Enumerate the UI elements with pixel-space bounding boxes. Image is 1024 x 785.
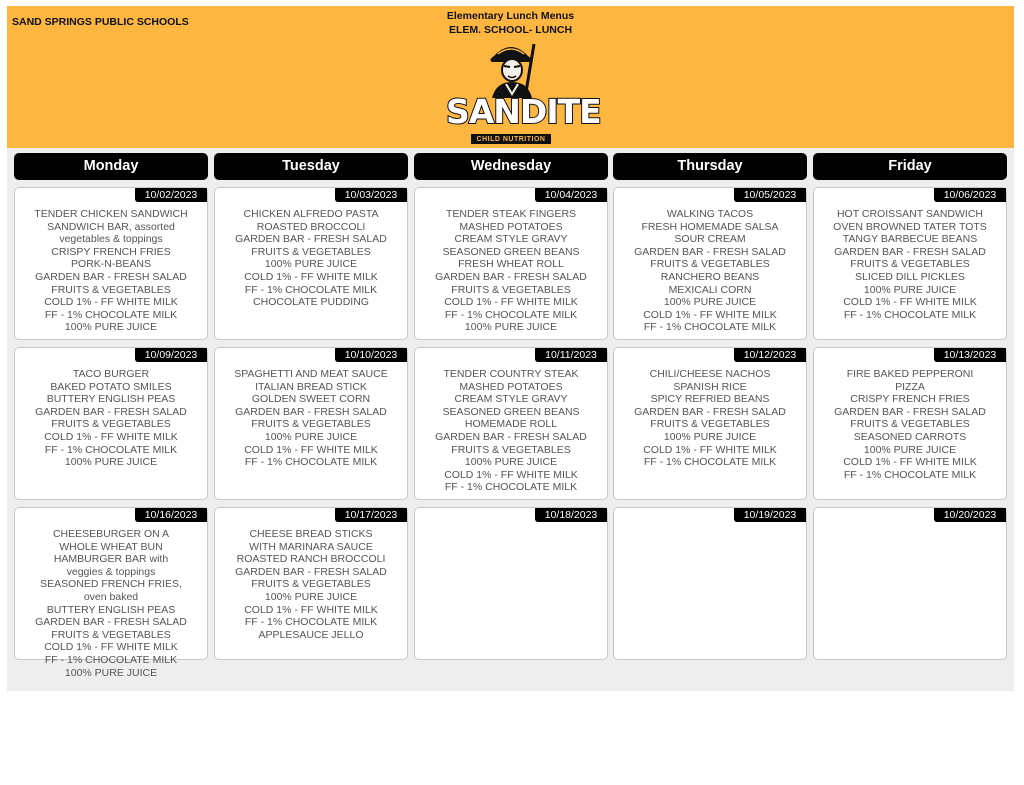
menu-item: CHEESEBURGER ON A xyxy=(52,528,170,540)
menu-item: SPANISH RICE xyxy=(673,380,747,393)
menu-item: CHOCOLATE PUDDING xyxy=(253,296,369,309)
menu-item: MEXICALI CORN xyxy=(668,283,752,296)
menu-item-list xyxy=(215,208,407,309)
menu-item: ROASTED BROCCOLI xyxy=(256,220,366,233)
menu-item-list xyxy=(15,528,207,679)
menu-item: BUTTERY ENGLISH PEAS xyxy=(46,393,176,406)
menu-day-cell xyxy=(613,187,807,340)
menu-item: GARDEN BAR - FRESH SALAD xyxy=(35,270,187,283)
menu-day-cell xyxy=(414,507,608,660)
date-label: 10/11/2023 xyxy=(535,348,607,362)
menu-item: FF - 1% CHOCOLATE MILK xyxy=(244,283,378,296)
menu-day-cell xyxy=(214,507,408,660)
menu-item: COLD 1% - FF WHITE MILK xyxy=(643,308,777,321)
menu-item: ROASTED RANCH BROCCOLI xyxy=(236,553,386,566)
menu-item: FF - 1% CHOCOLATE MILK xyxy=(44,653,178,666)
menu-item: FF - 1% CHOCOLATE MILK xyxy=(444,481,578,494)
day-header-monday: Monday xyxy=(14,153,208,180)
menu-item: 100% PURE JUICE xyxy=(464,456,558,469)
date-label: 10/18/2023 xyxy=(535,508,607,522)
menu-item: SEASONED GREEN BEANS xyxy=(442,245,580,258)
menu-item: TANGY BARBECUE BEANS xyxy=(842,233,978,246)
menu-item: FRESH HOMEMADE SALSA xyxy=(641,220,779,233)
menu-item: FRUITS & VEGETABLES xyxy=(850,258,970,271)
date-label: 10/02/2023 xyxy=(135,188,207,202)
menu-item: CREAM STYLE GRAVY xyxy=(454,393,568,406)
menu-item: SEASONED GREEN BEANS xyxy=(442,405,580,418)
day-header-tuesday: Tuesday xyxy=(214,153,408,180)
district-name: SAND SPRINGS PUBLIC SCHOOLS xyxy=(12,16,189,28)
menu-item: FRUITS & VEGETABLES xyxy=(650,258,770,271)
menu-day-cell xyxy=(813,187,1007,340)
menu-item: GOLDEN SWEET CORN xyxy=(251,393,371,406)
menu-item: CRISPY FRENCH FRIES xyxy=(51,245,171,258)
menu-item-list xyxy=(614,208,806,334)
menu-item: 100% PURE JUICE xyxy=(64,456,158,469)
menu-day-cell xyxy=(214,187,408,340)
menu-item-list xyxy=(215,528,407,641)
menu-item: GARDEN BAR - FRESH SALAD xyxy=(634,405,786,418)
menu-item: MASHED POTATOES xyxy=(459,380,563,393)
day-header-thursday: Thursday xyxy=(613,153,807,180)
menu-item: GARDEN BAR - FRESH SALAD xyxy=(235,233,387,246)
menu-day-cell xyxy=(414,187,608,340)
menu-item: SEASONED FRENCH FRIES, xyxy=(40,578,182,591)
menu-item: APPLESAUCE JELLO xyxy=(258,628,364,641)
menu-item: FF - 1% CHOCOLATE MILK xyxy=(44,308,178,321)
menu-item-list xyxy=(415,208,607,334)
menu-item: FRUITS & VEGETABLES xyxy=(51,628,171,641)
menu-item: SLICED DILL PICKLES xyxy=(855,270,965,283)
menu-item-list xyxy=(814,208,1006,321)
menu-day-cell xyxy=(813,347,1007,500)
menu-item: GARDEN BAR - FRESH SALAD xyxy=(435,430,587,443)
menu-item: SPAGHETTI AND MEAT SAUCE xyxy=(234,368,388,380)
menu-item: FRUITS & VEGETABLES xyxy=(650,418,770,431)
menu-item-list xyxy=(614,368,806,469)
menu-item: GARDEN BAR - FRESH SALAD xyxy=(235,405,387,418)
menu-item: COLD 1% - FF WHITE MILK xyxy=(44,430,178,443)
menu-item: RANCHERO BEANS xyxy=(660,270,760,283)
menu-item-list xyxy=(15,208,207,334)
menu-day-cell xyxy=(14,347,208,500)
menu-item: SANDWICH BAR, assorted xyxy=(47,220,175,233)
date-label: 10/13/2023 xyxy=(934,348,1006,362)
menu-item: WHOLE WHEAT BUN xyxy=(59,540,163,553)
menu-item: FRUITS & VEGETABLES xyxy=(850,418,970,431)
menu-item: 100% PURE JUICE xyxy=(663,296,757,309)
date-label: 10/04/2023 xyxy=(535,188,607,202)
menu-item: FRUITS & VEGETABLES xyxy=(251,418,371,431)
menu-item: CHEESE BREAD STICKS xyxy=(249,528,373,540)
day-header-friday: Friday xyxy=(813,153,1007,180)
menu-item: GARDEN BAR - FRESH SALAD xyxy=(35,616,187,629)
menu-item: FRUITS & VEGETABLES xyxy=(51,418,171,431)
menu-title: Elementary Lunch Menus xyxy=(446,10,575,22)
menu-item-list xyxy=(215,368,407,469)
menu-item: COLD 1% - FF WHITE MILK xyxy=(643,443,777,456)
menu-item: TACO BURGER xyxy=(72,368,150,380)
menu-item: FF - 1% CHOCOLATE MILK xyxy=(643,456,777,469)
date-label: 10/16/2023 xyxy=(135,508,207,522)
menu-item: PORK-N-BEANS xyxy=(71,258,151,271)
date-label: 10/09/2023 xyxy=(135,348,207,362)
menu-item: CRISPY FRENCH FRIES xyxy=(850,393,970,406)
menu-item: GARDEN BAR - FRESH SALAD xyxy=(834,245,986,258)
menu-item: COLD 1% - FF WHITE MILK xyxy=(444,296,578,309)
menu-item: PIZZA xyxy=(895,380,925,393)
menu-item: OVEN BROWNED TATER TOTS xyxy=(833,220,987,233)
menu-item: 100% PURE JUICE xyxy=(264,258,358,271)
sandite-logo xyxy=(446,36,601,146)
date-label: 10/10/2023 xyxy=(335,348,407,362)
menu-item: COLD 1% - FF WHITE MILK xyxy=(843,296,977,309)
menu-item: 100% PURE JUICE xyxy=(264,590,358,603)
menu-item: SOUR CREAM xyxy=(674,233,746,246)
menu-item: FF - 1% CHOCOLATE MILK xyxy=(643,321,777,334)
date-label: 10/05/2023 xyxy=(734,188,806,202)
menu-item: TENDER CHICKEN SANDWICH xyxy=(34,208,188,220)
menu-item: TENDER COUNTRY STEAK xyxy=(443,368,579,380)
menu-item: vegetables & toppings xyxy=(59,233,163,246)
day-header-wednesday: Wednesday xyxy=(414,153,608,180)
date-label: 10/19/2023 xyxy=(734,508,806,522)
menu-item: 100% PURE JUICE xyxy=(64,321,158,334)
menu-day-cell xyxy=(14,187,208,340)
menu-day-cell xyxy=(613,347,807,500)
menu-item: SEASONED CARROTS xyxy=(853,430,967,443)
menu-day-cell xyxy=(14,507,208,679)
date-label: 10/12/2023 xyxy=(734,348,806,362)
logo-subtext: CHILD NUTRITION xyxy=(470,133,552,145)
menu-item: BUTTERY ENGLISH PEAS xyxy=(46,603,176,616)
menu-day-cell xyxy=(214,347,408,500)
menu-item: COLD 1% - FF WHITE MILK xyxy=(244,270,378,283)
menu-item: FIRE BAKED PEPPERONI xyxy=(846,368,974,380)
menu-item: FRESH WHEAT ROLL xyxy=(458,258,564,271)
logo-wordmark: SANDITE xyxy=(446,92,601,131)
menu-item: HOMEMADE ROLL xyxy=(464,418,558,431)
menu-item: COLD 1% - FF WHITE MILK xyxy=(444,468,578,481)
menu-item: FRUITS & VEGETABLES xyxy=(251,578,371,591)
menu-item: COLD 1% - FF WHITE MILK xyxy=(244,443,378,456)
menu-item: oven baked xyxy=(83,590,139,603)
menu-subtitle: ELEM. SCHOOL- LUNCH xyxy=(448,24,573,36)
menu-item: TENDER STEAK FINGERS xyxy=(445,208,577,220)
menu-item: CREAM STYLE GRAVY xyxy=(454,233,568,246)
menu-day-cell xyxy=(613,507,807,660)
menu-item: COLD 1% - FF WHITE MILK xyxy=(244,603,378,616)
menu-item: COLD 1% - FF WHITE MILK xyxy=(44,641,178,654)
menu-item-list xyxy=(15,368,207,469)
menu-item: GARDEN BAR - FRESH SALAD xyxy=(435,270,587,283)
menu-item: FRUITS & VEGETABLES xyxy=(451,443,571,456)
menu-item: COLD 1% - FF WHITE MILK xyxy=(44,296,178,309)
menu-item: GARDEN BAR - FRESH SALAD xyxy=(35,405,187,418)
menu-item: GARDEN BAR - FRESH SALAD xyxy=(834,405,986,418)
menu-item: FRUITS & VEGETABLES xyxy=(451,283,571,296)
menu-item: 100% PURE JUICE xyxy=(863,443,957,456)
menu-item: 100% PURE JUICE xyxy=(863,283,957,296)
menu-item: FF - 1% CHOCOLATE MILK xyxy=(244,616,378,629)
menu-item: FRUITS & VEGETABLES xyxy=(51,283,171,296)
menu-item: FF - 1% CHOCOLATE MILK xyxy=(244,456,378,469)
menu-item: FF - 1% CHOCOLATE MILK xyxy=(843,308,977,321)
menu-item: 100% PURE JUICE xyxy=(663,430,757,443)
date-label: 10/03/2023 xyxy=(335,188,407,202)
menu-item: BAKED POTATO SMILES xyxy=(50,380,172,393)
menu-item: HOT CROISSANT SANDWICH xyxy=(836,208,984,220)
date-label: 10/20/2023 xyxy=(934,508,1006,522)
menu-day-cell xyxy=(414,347,608,500)
header-banner xyxy=(7,6,1014,148)
menu-item: 100% PURE JUICE xyxy=(64,666,158,679)
menu-item: veggies & toppings xyxy=(66,565,156,578)
menu-item: 100% PURE JUICE xyxy=(264,430,358,443)
menu-item: FF - 1% CHOCOLATE MILK xyxy=(44,443,178,456)
menu-item: HAMBURGER BAR with xyxy=(53,553,169,566)
menu-item: WITH MARINARA SAUCE xyxy=(249,540,373,553)
menu-item: COLD 1% - FF WHITE MILK xyxy=(843,456,977,469)
menu-item-list xyxy=(415,368,607,494)
menu-day-cell xyxy=(813,507,1007,660)
menu-item: FF - 1% CHOCOLATE MILK xyxy=(444,308,578,321)
menu-item: CHILI/CHEESE NACHOS xyxy=(649,368,771,380)
menu-item: FF - 1% CHOCOLATE MILK xyxy=(843,468,977,481)
menu-item: SPICY REFRIED BEANS xyxy=(650,393,770,406)
menu-item: GARDEN BAR - FRESH SALAD xyxy=(634,245,786,258)
date-label: 10/06/2023 xyxy=(934,188,1006,202)
menu-item: CHICKEN ALFREDO PASTA xyxy=(243,208,379,220)
menu-item: FRUITS & VEGETABLES xyxy=(251,245,371,258)
menu-item: 100% PURE JUICE xyxy=(464,321,558,334)
menu-item: MASHED POTATOES xyxy=(459,220,563,233)
date-label: 10/17/2023 xyxy=(335,508,407,522)
menu-item: WALKING TACOS xyxy=(666,208,754,220)
menu-item-list xyxy=(814,368,1006,481)
menu-item: GARDEN BAR - FRESH SALAD xyxy=(235,565,387,578)
menu-item: ITALIAN BREAD STICK xyxy=(255,380,367,393)
